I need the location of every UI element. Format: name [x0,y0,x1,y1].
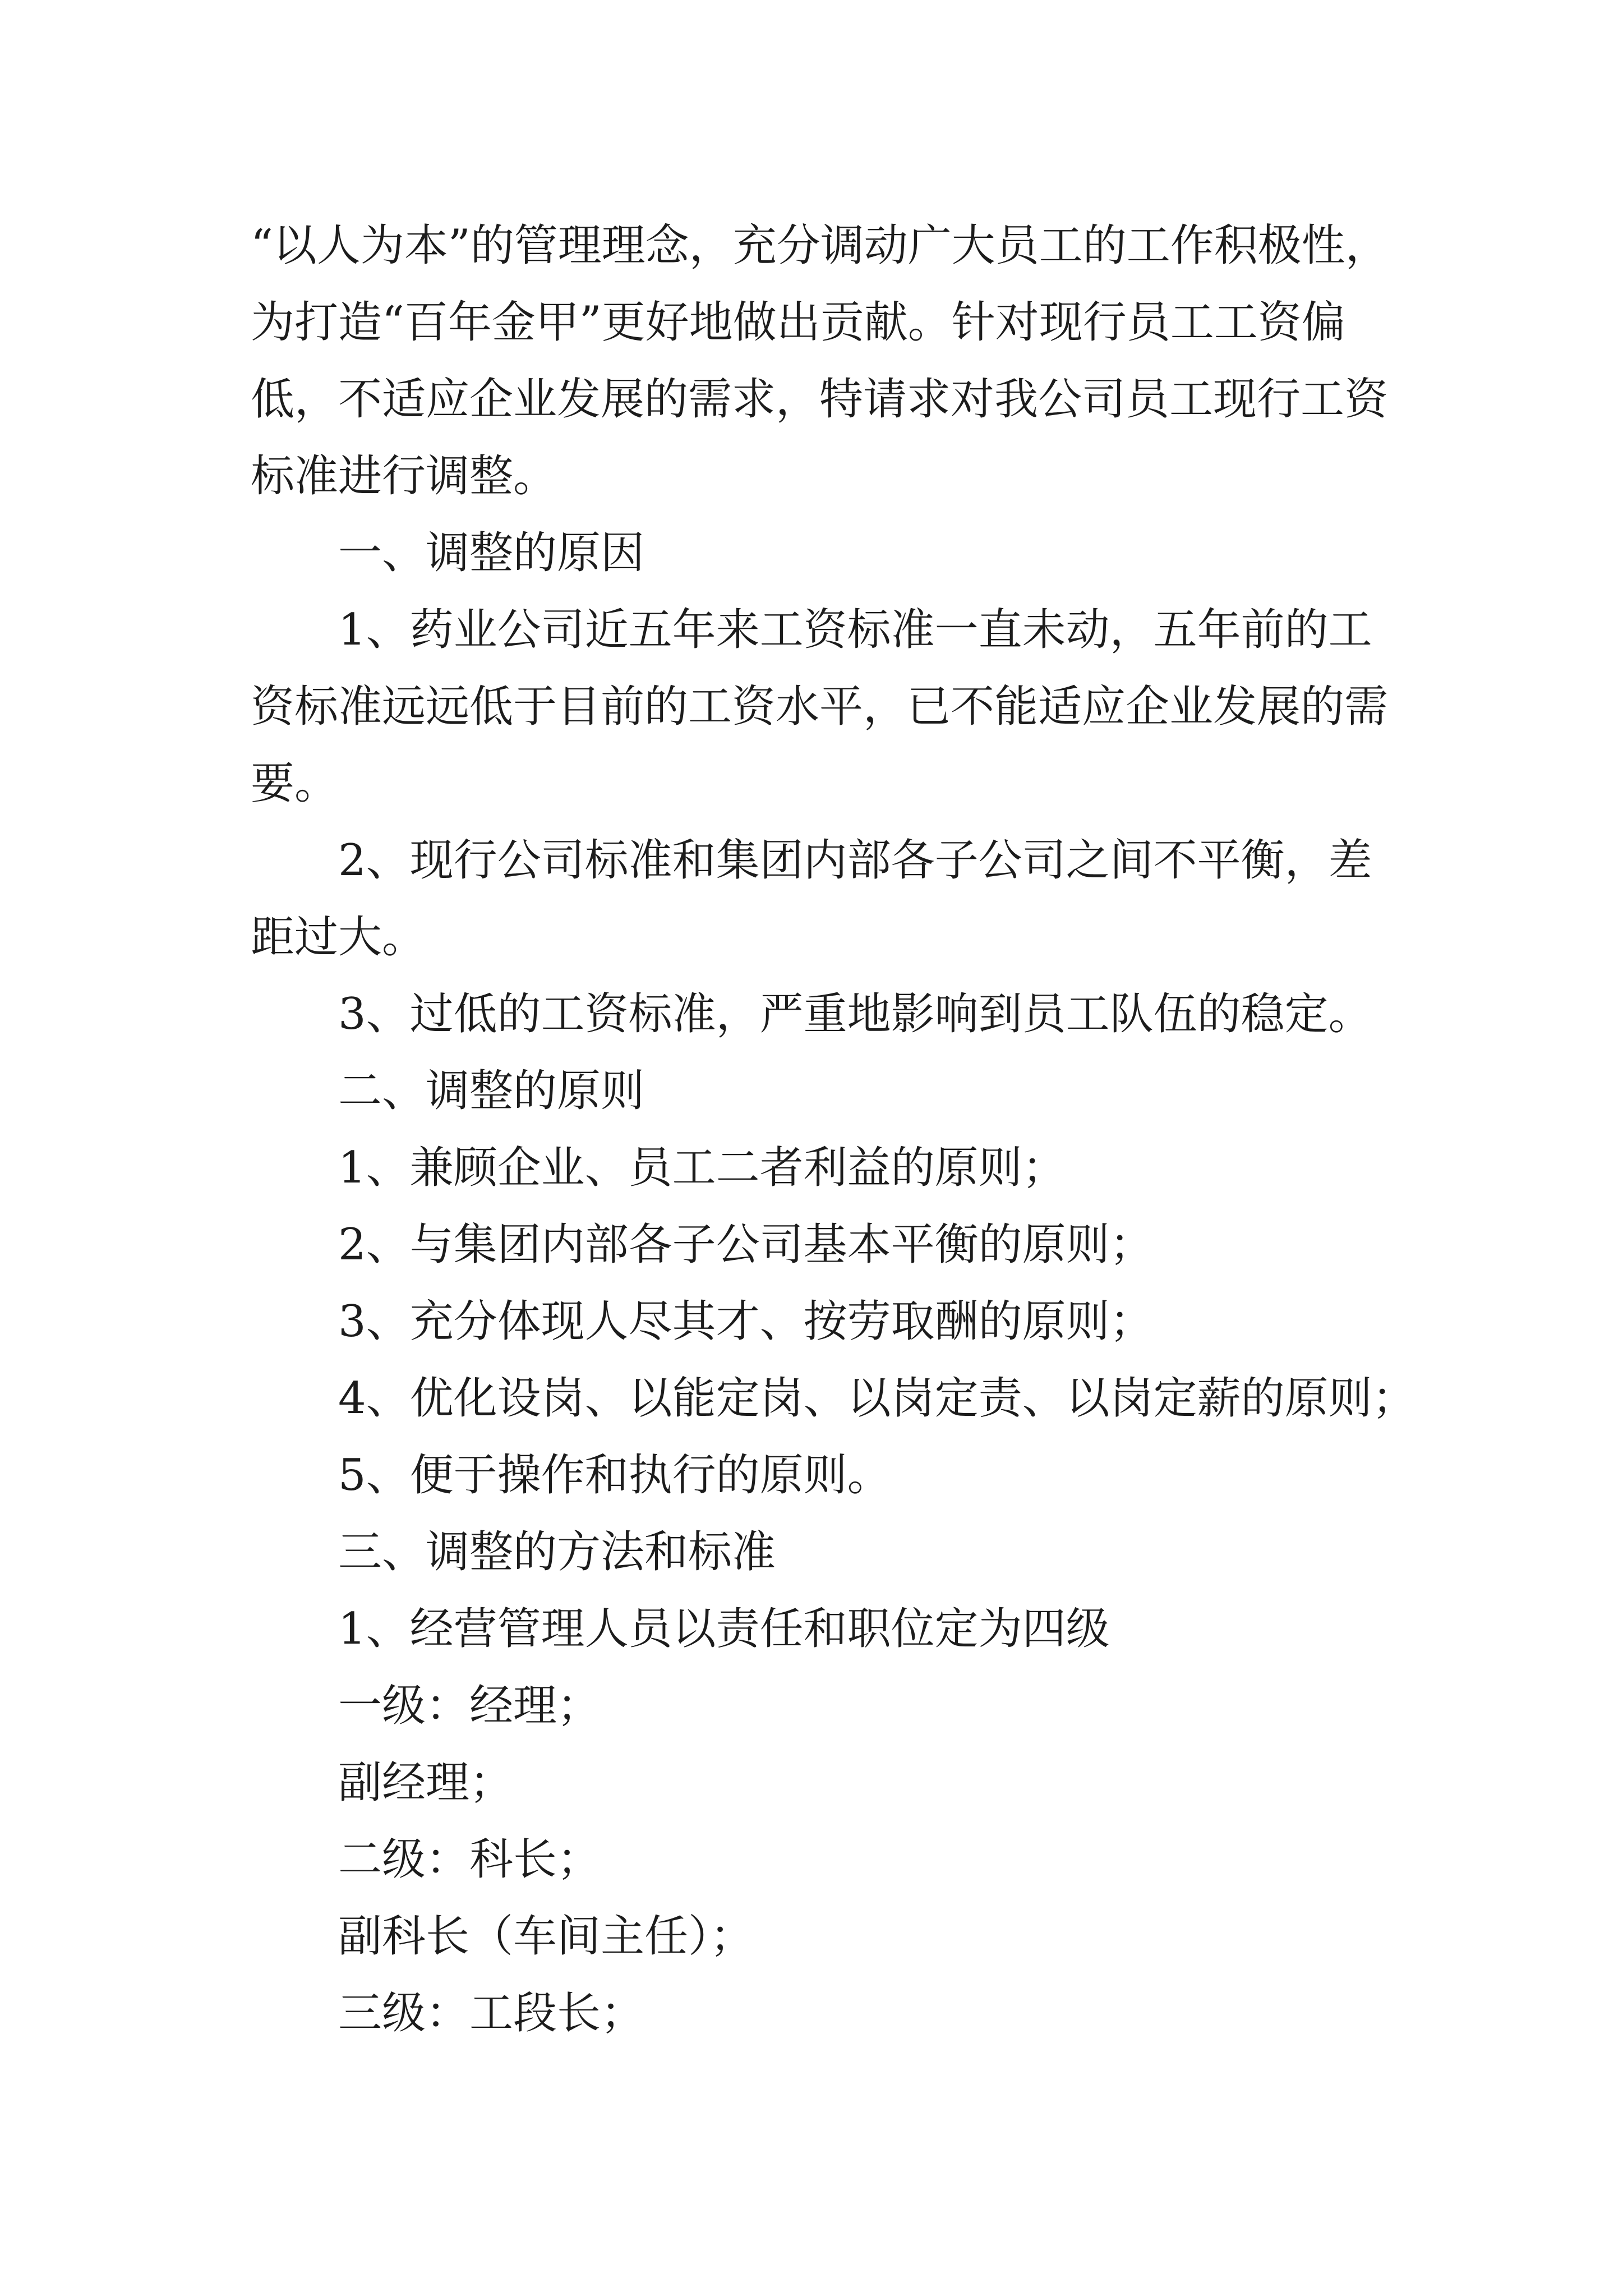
paragraph-line: 标准进行调整。 [251,451,557,501]
document-body [251,208,1428,2052]
paragraph-line: 资标准远远低于目前的工资水平，已不能适应企业发展的需 [251,682,1389,732]
list-item: 2、与集团内部各子公司基本平衡的原则； [338,1220,1154,1270]
level-item: 三级：工段长； [338,1988,645,2039]
paragraph-line: 为打造“百年金甲”更好地做出贡献。针对现行员工工资偏 [251,297,1345,348]
list-item: 1、兼顾企业、员工二者利益的原则； [338,1143,1066,1193]
list-item: 1、经营管理人员以责任和职位定为四级 [338,1604,1110,1654]
section-heading: 二、调整的原则 [338,1066,645,1116]
section-heading: 一、调整的原因 [338,528,645,578]
level-item: 二级：科长； [338,1834,601,1885]
list-item: 3、过低的工资标准，严重地影响到员工队伍的稳定。 [338,989,1372,1039]
level-item: 一级：经理； [338,1681,601,1731]
level-item: 副科长（车间主任）； [338,1911,754,1962]
section-heading: 三、调整的方法和标准 [338,1527,776,1577]
paragraph-line: “以人为本”的管理理念，充分调动广大员工的工作积极性， [251,220,1389,271]
level-item: 副经理； [338,1757,514,1808]
paragraph-line: 距过大。 [251,912,426,963]
list-item: 1、药业公司近五年来工资标准一直未动，五年前的工 [338,605,1372,655]
paragraph-line: 要。 [251,758,339,809]
list-item: 4、优化设岗、以能定岗、以岗定责、以岗定薪的原则； [338,1373,1416,1424]
list-item: 3、充分体现人尽其才、按劳取酬的原则； [338,1296,1154,1347]
list-item: 5、便于操作和执行的原则。 [338,1450,891,1501]
paragraph-line: 低，不适应企业发展的需求，特请求对我公司员工现行工资 [251,374,1389,425]
list-item: 2、现行公司标准和集团内部各子公司之间不平衡，差 [338,835,1372,886]
